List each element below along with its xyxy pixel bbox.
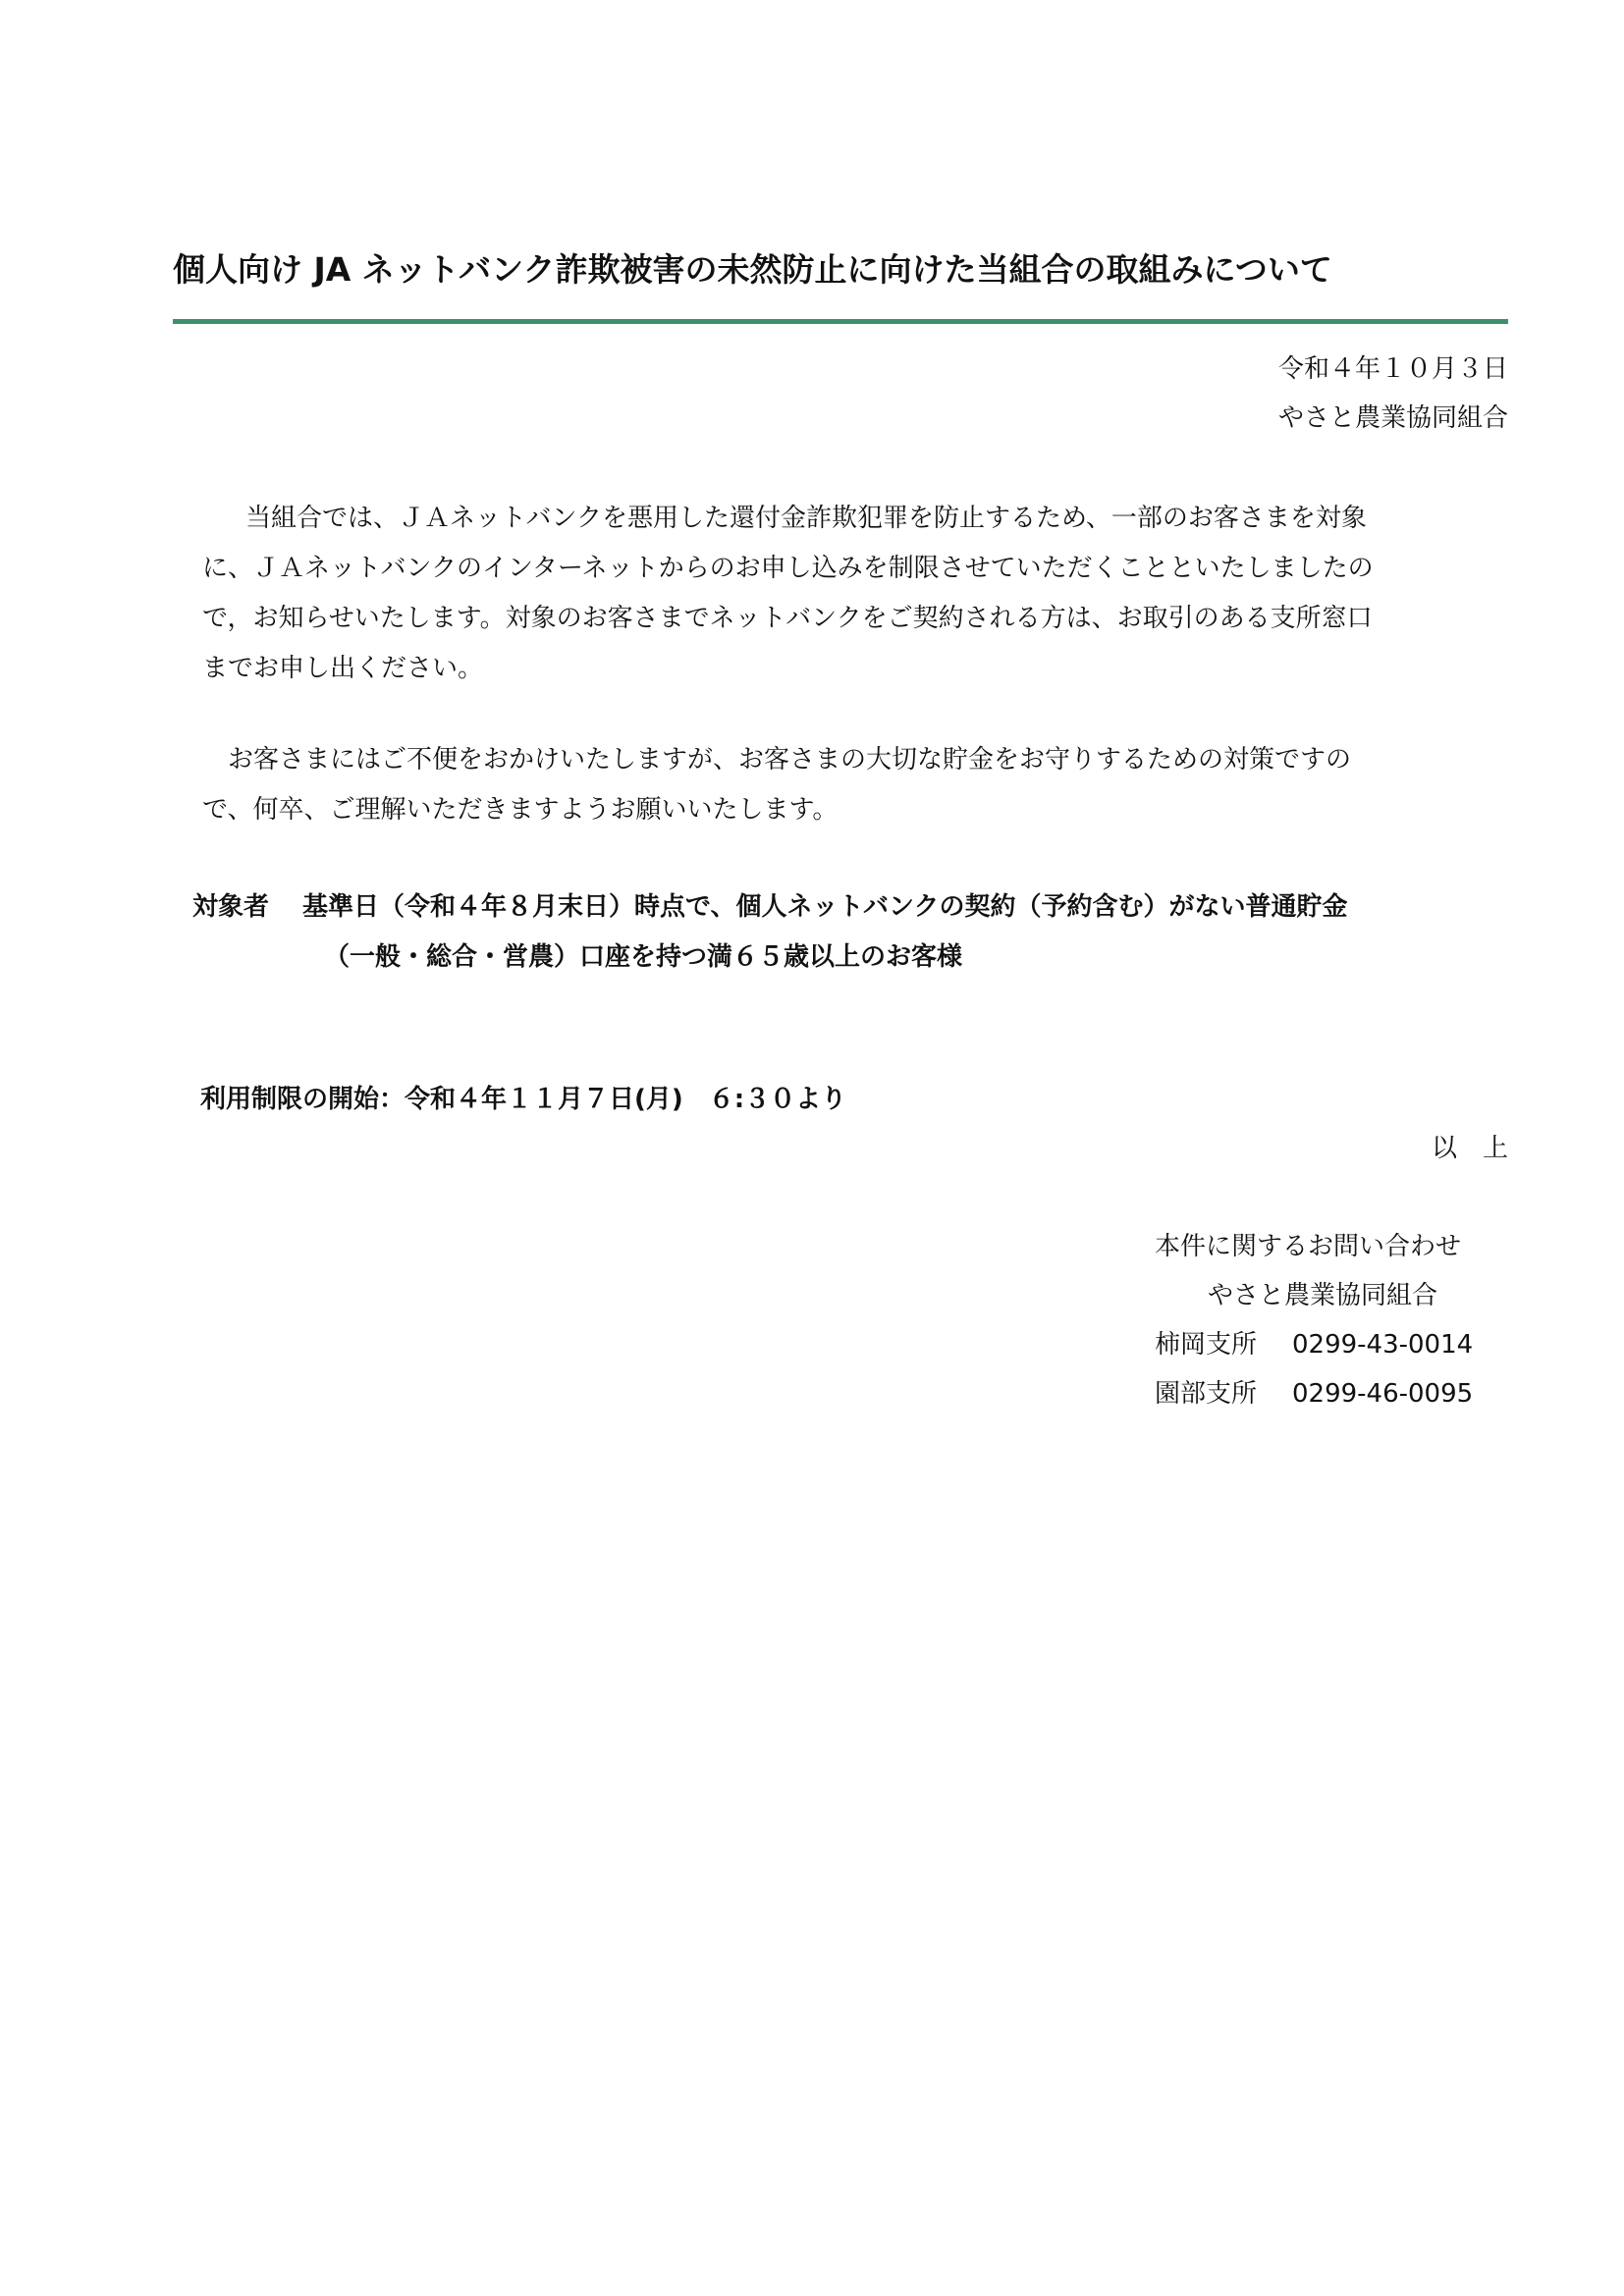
- paragraph-line: お客さまにはご不便をおかけいたしますが、お客さまの大切な貯金をお守りするための対策ですの: [228, 745, 1352, 774]
- contact-branch: [1155, 1320, 1473, 1369]
- end-mark: 以 上: [1431, 1134, 1508, 1163]
- target-text-1: 基準日（令和４年８月末日）時点で、個人ネットバンクの契約（予約含む）がない普通貯金: [302, 892, 1348, 922]
- paragraph-line: 当組合では、ＪＡネットバンクを悪用した還付金詐欺犯罪を防止するため、一部のお客さまを対象: [245, 504, 1367, 533]
- paragraph-line: に、ＪＡネットバンクのインターネットからのお申し込みを制限させていただくことといたしましたの: [202, 554, 1374, 583]
- contact-block: [1155, 1222, 1473, 1418]
- issuer-name: やさと農業協同組合: [1277, 403, 1508, 433]
- branch-phone: 0299-46-0095: [1292, 1379, 1474, 1409]
- paragraph-line: までお申し出ください。: [202, 654, 484, 683]
- paragraph-line: で、何卒、ご理解いただきますようお願いいたします。: [202, 795, 839, 825]
- contact-org: やさと農業協同組合: [1208, 1281, 1438, 1310]
- page-title: 個人向け JA ネットバンク詐欺被害の未然防止に向けた当組合の取組みについて: [173, 250, 1332, 289]
- branch-phone: 0299-43-0014: [1292, 1330, 1474, 1360]
- target-text-2: （一般・総合・営農）口座を持つ満６５歳以上のお客様: [324, 942, 963, 972]
- target-label: 対象者: [192, 892, 270, 922]
- paragraph-line: で，お知らせいたします。対象のお客さまでネットバンクをご契約される方は、お取引のある支所窓口: [202, 604, 1373, 633]
- branch-name: 園部支所: [1155, 1379, 1258, 1409]
- notice-paragraph-2: [202, 735, 1504, 835]
- target-line-1: [192, 892, 1347, 922]
- target-customers: [192, 882, 1347, 983]
- title-underline: [173, 319, 1508, 324]
- issue-date: 令和４年１０月３日: [1277, 354, 1508, 384]
- notice-paragraph-1: [202, 494, 1504, 694]
- restriction-start: 利用制限の開始：令和４年１１月７日(月) ６:３０より: [200, 1085, 847, 1114]
- contact-heading: 本件に関するお問い合わせ: [1155, 1232, 1462, 1261]
- contact-branch: [1155, 1369, 1473, 1418]
- branch-name: 柿岡支所: [1155, 1330, 1258, 1360]
